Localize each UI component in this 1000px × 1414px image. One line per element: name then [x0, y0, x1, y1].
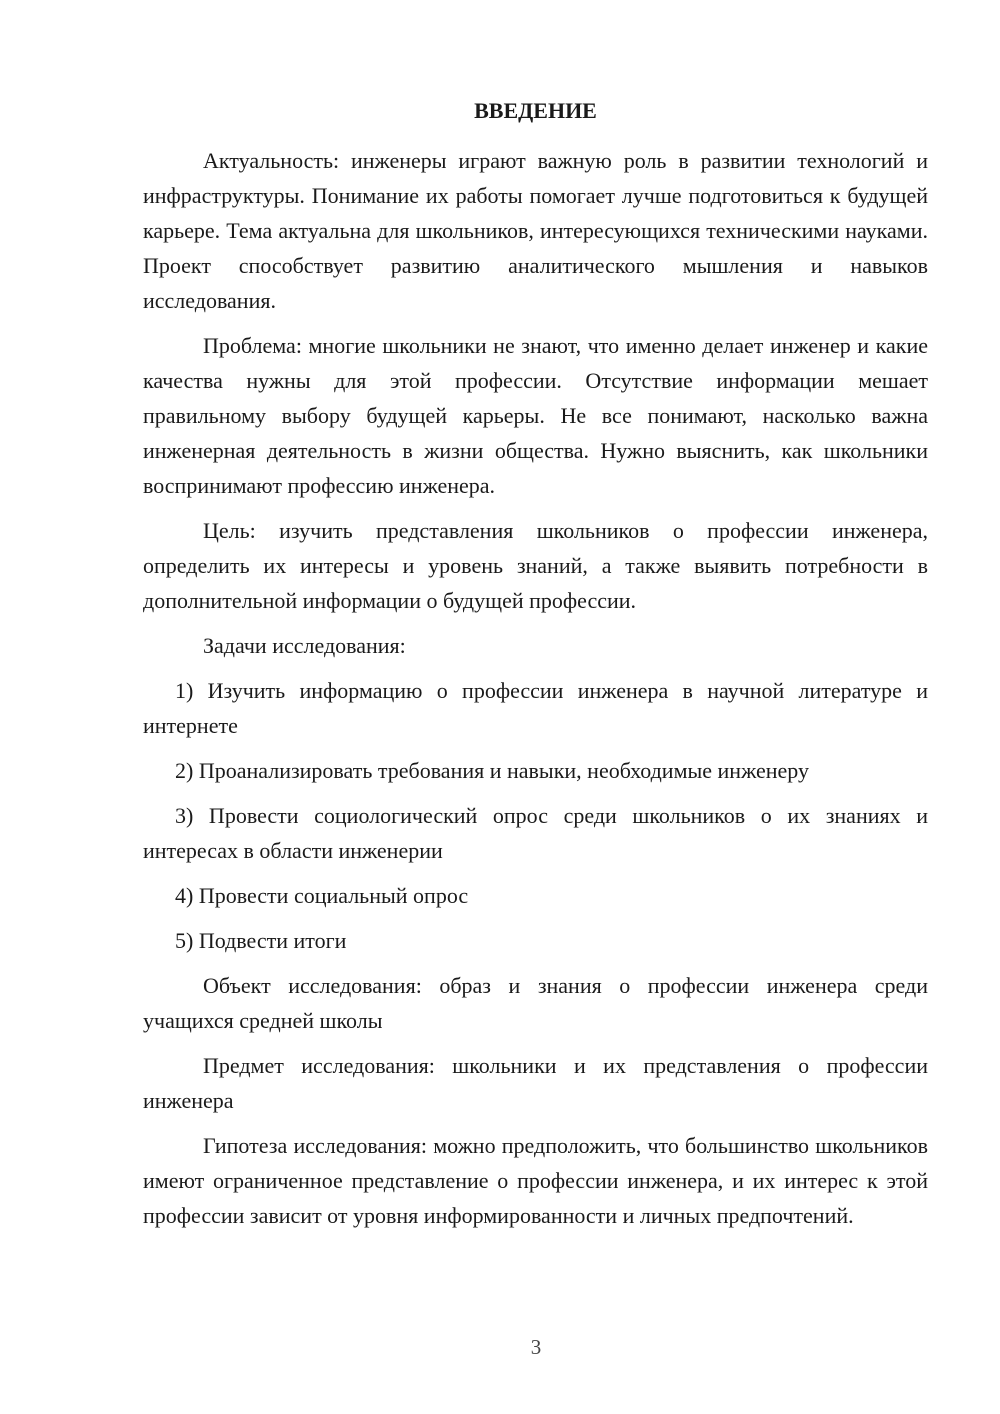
- subject-paragraph: Предмет исследования: школьники и их представления о профессии инженера: [143, 1053, 928, 1113]
- goal-paragraph: Цель: изучить представления школьников о профессии инженера, определить их интересы и уровень знаний, а также выявить потребности в дополнительной информации о будущей профессии.: [143, 518, 928, 613]
- relevance-paragraph: Актуальность: инженеры играют важную роль в развитии технологий и инфраструктуры. Понимание их работы помогает лучше подготовиться к будущей карьере. Тема актуальна для школьников, интересующихся техническими науками. Проект способствует развитию аналитического мышления и навыков исследования.: [143, 148, 928, 313]
- list-item: 4) Провести социальный опрос: [175, 883, 469, 908]
- list-item: 2) Проанализировать требования и навыки, необходимые инженеру: [175, 758, 810, 783]
- object-paragraph: Объект исследования: образ и знания о профессии инженера среди учащихся средней школы: [143, 973, 928, 1033]
- page-number: 3: [530, 1335, 542, 1359]
- list-item: 5) Подвести итоги: [175, 928, 347, 953]
- tasks-list: [143, 673, 928, 958]
- page-content: [143, 95, 928, 1243]
- hypothesis-paragraph: Гипотеза исследования: можно предположить, что большинство школьников имеют ограниченное представление о профессии инженера, и их интерес к этой профессии зависит от уровня информированности и личных предпочтений.: [143, 1133, 928, 1228]
- list-item: 3) Провести социологический опрос среди школьников о их знаниях и интересах в области инженерии: [143, 803, 928, 863]
- list-item: 1) Изучить информацию о профессии инженера в научной литературе и интернете: [143, 678, 928, 738]
- problem-paragraph: Проблема: многие школьники не знают, что именно делает инженер и какие качества нужны для этой профессии. Отсутствие информации мешает правильному выбору будущей карьеры. Не все понимают, насколько важна инженерная деятельность в жизни общества. Нужно выяснить, как школьники воспринимают профессию инженера.: [143, 333, 928, 498]
- tasks-title: Задачи исследования:: [203, 633, 406, 658]
- section-heading: ВВЕДЕНИЕ: [474, 98, 597, 123]
